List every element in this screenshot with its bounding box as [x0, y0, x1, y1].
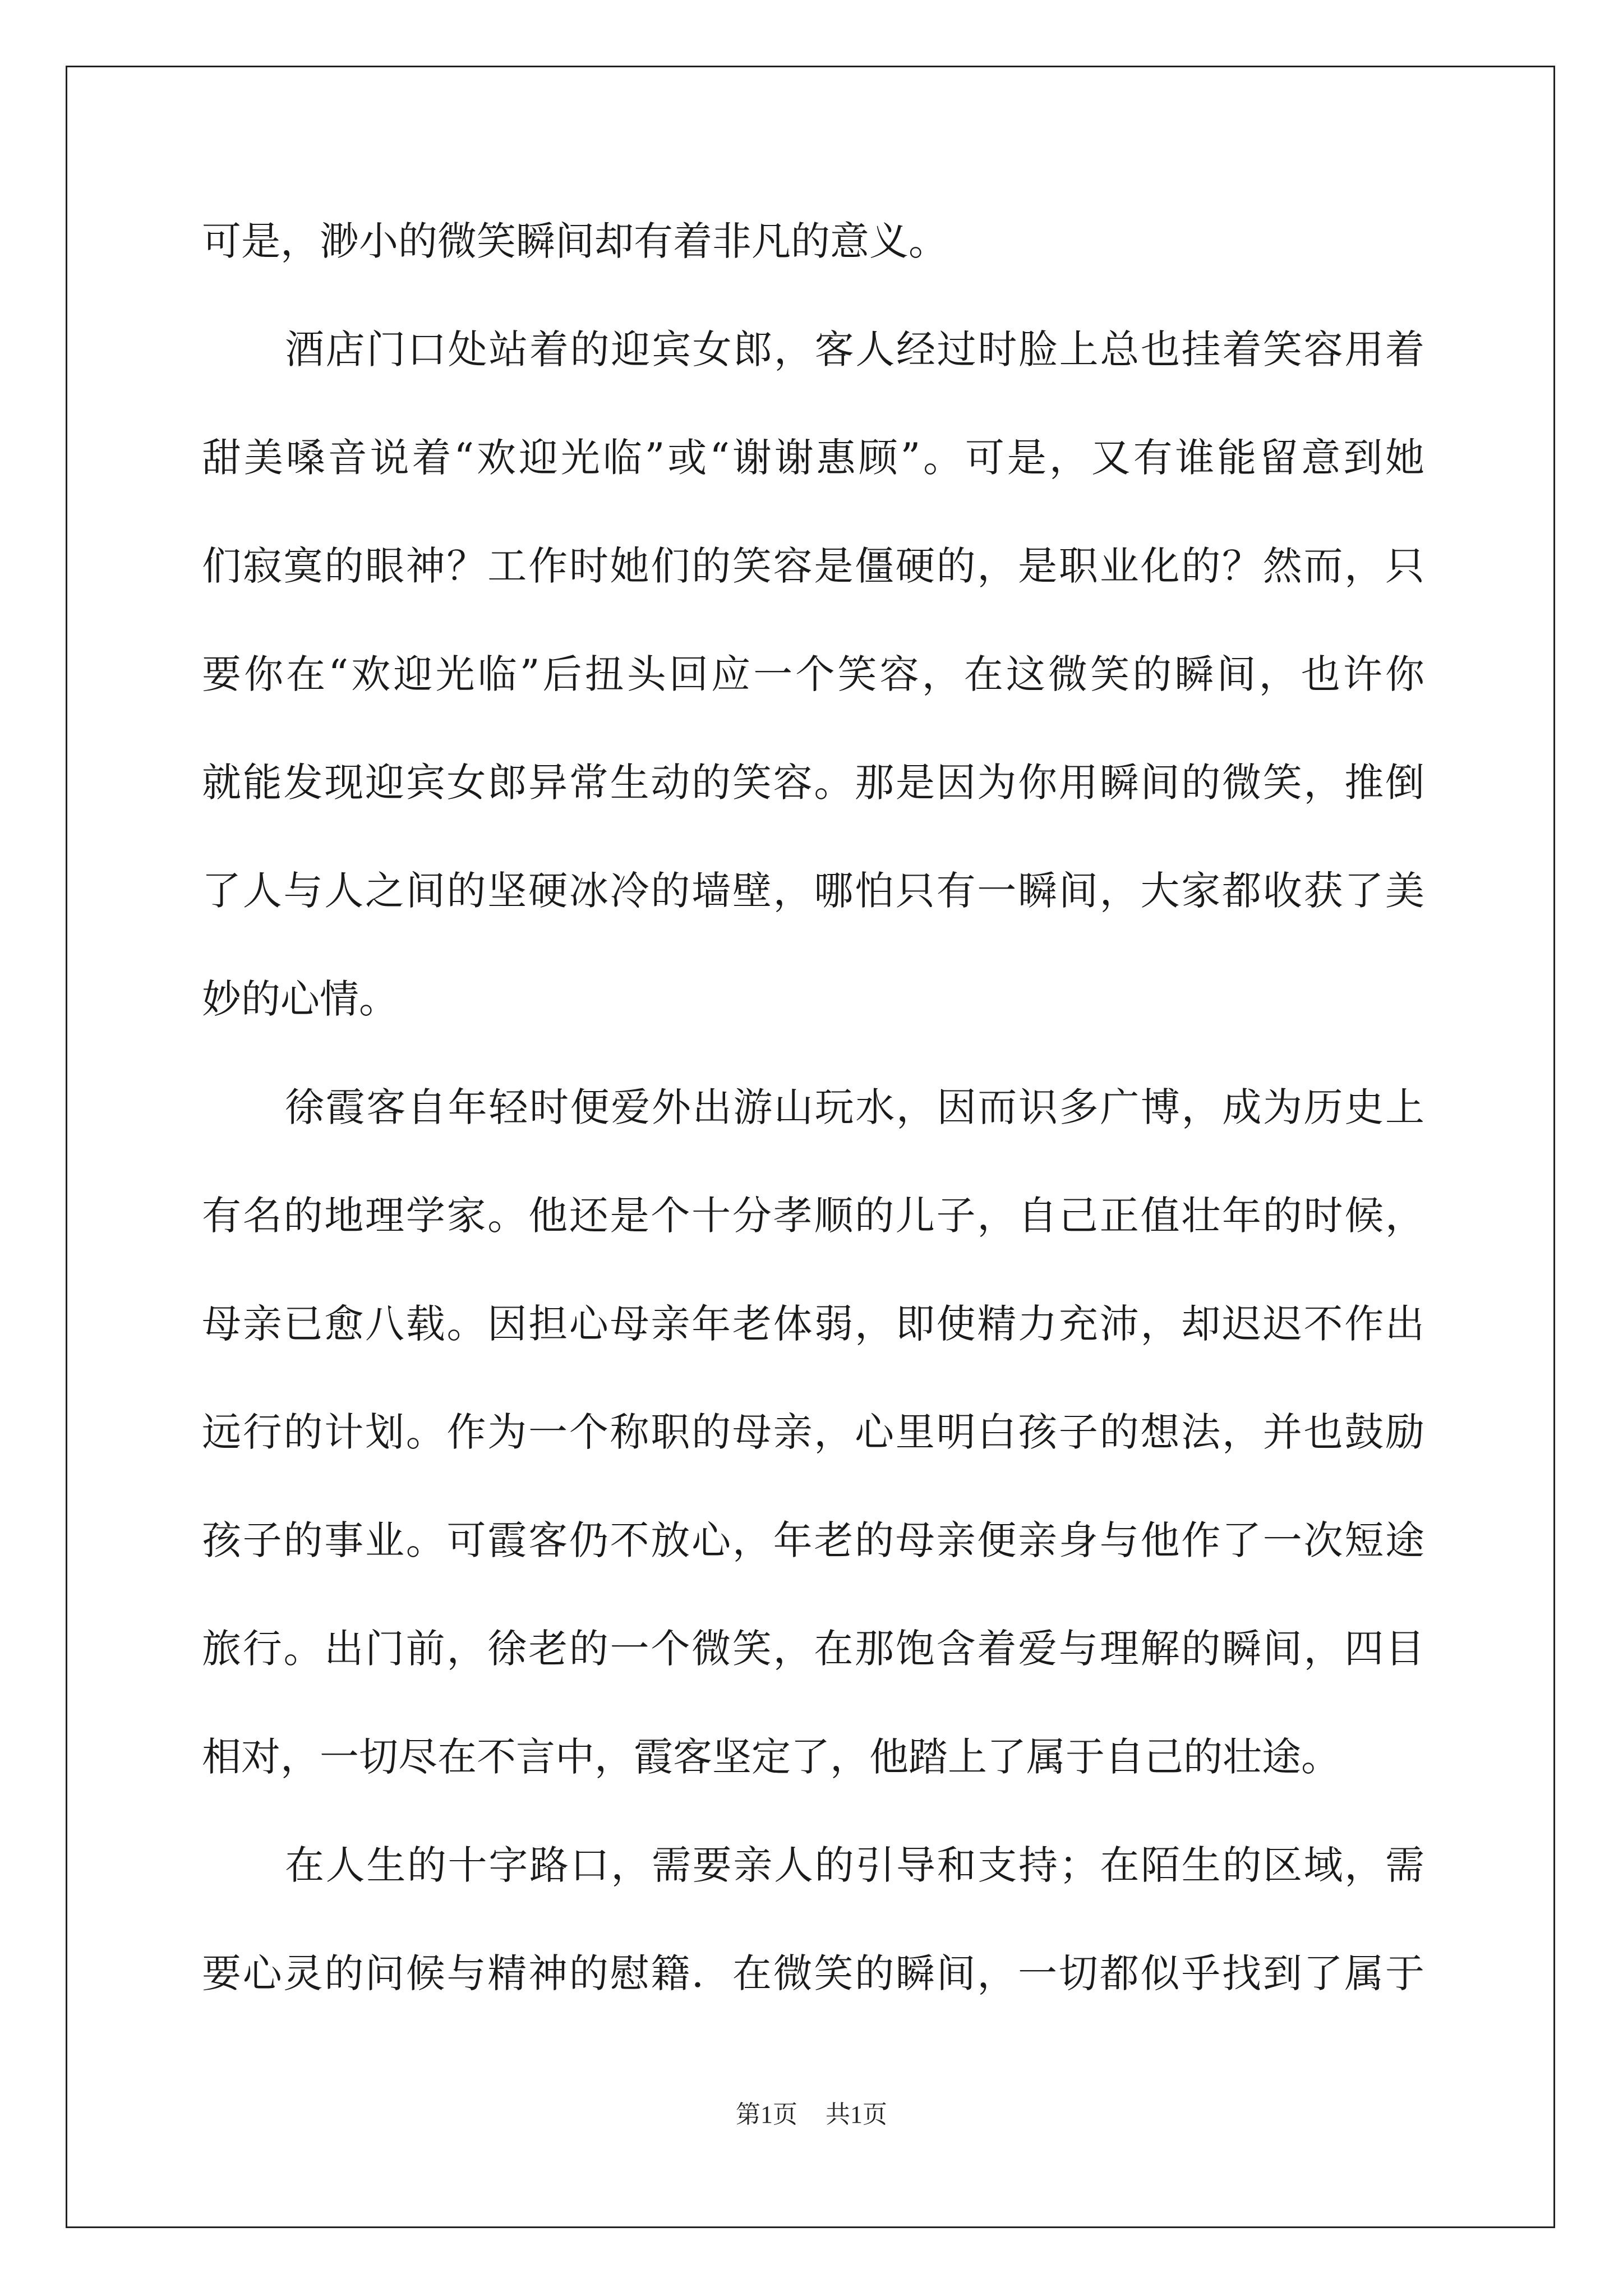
text-line: 徐霞客自年轻时便爱外出游山玩水，因而识多广博，成为历史上 [285, 1084, 1424, 1130]
text-line: 旅行。出门前，徐老的一个微笑，在那饱含着爱与理解的瞬间，四目 [202, 1626, 1424, 1672]
text-line: 母亲已愈八载。因担心母亲年老体弱，即使精力充沛，却迟迟不作出 [202, 1301, 1424, 1347]
text-line: 在人生的十字路口，需要亲人的引导和支持；在陌生的区域，需 [285, 1842, 1424, 1888]
text-line: 甜美嗓音说着“欢迎光临”或“谢谢惠顾”。可是，又有谁能留意到她 [202, 435, 1424, 481]
text-line: 相对，一切尽在不言中，霞客坚定了，他踏上了属于自己的壮途。 [202, 1734, 1340, 1780]
text-line: 们寂寞的眼神？工作时她们的笑容是僵硬的，是职业化的？然而，只 [202, 543, 1424, 589]
page-number: 第1页 [736, 2101, 797, 2128]
text-line: 孩子的事业。可霞客仍不放心，年老的母亲便亲身与他作了一次短途 [202, 1517, 1424, 1563]
text-line: 有名的地理学家。他还是个十分孝顺的儿子，自己正值壮年的时候， [202, 1193, 1424, 1239]
text-line: 远行的计划。作为一个称职的母亲，心里明白孩子的想法，并也鼓励 [202, 1409, 1424, 1455]
text-line: 酒店门口处站着的迎宾女郎，客人经过时脸上总也挂着笑容用着 [285, 326, 1424, 372]
text-line: 要你在“欢迎光临”后扭头回应一个笑容，在这微笑的瞬间，也许你 [202, 651, 1424, 697]
text-line: 就能发现迎宾女郎异常生动的笑容。那是因为你用瞬间的微笑，推倒 [202, 760, 1424, 806]
text-line: 可是，渺小的微笑瞬间却有着非凡的意义。 [202, 218, 948, 264]
text-line: 要心灵的问候与精神的慰籍．在微笑的瞬间，一切都似乎找到了属于 [202, 1950, 1424, 1996]
text-line: 妙的心情。 [202, 976, 398, 1022]
page-total: 共1页 [826, 2101, 887, 2128]
page-footer [0, 2098, 1623, 2132]
text-line: 了人与人之间的坚硬冰冷的墙壁，哪怕只有一瞬间，大家都收获了美 [202, 868, 1424, 914]
page-border [66, 66, 1555, 2228]
